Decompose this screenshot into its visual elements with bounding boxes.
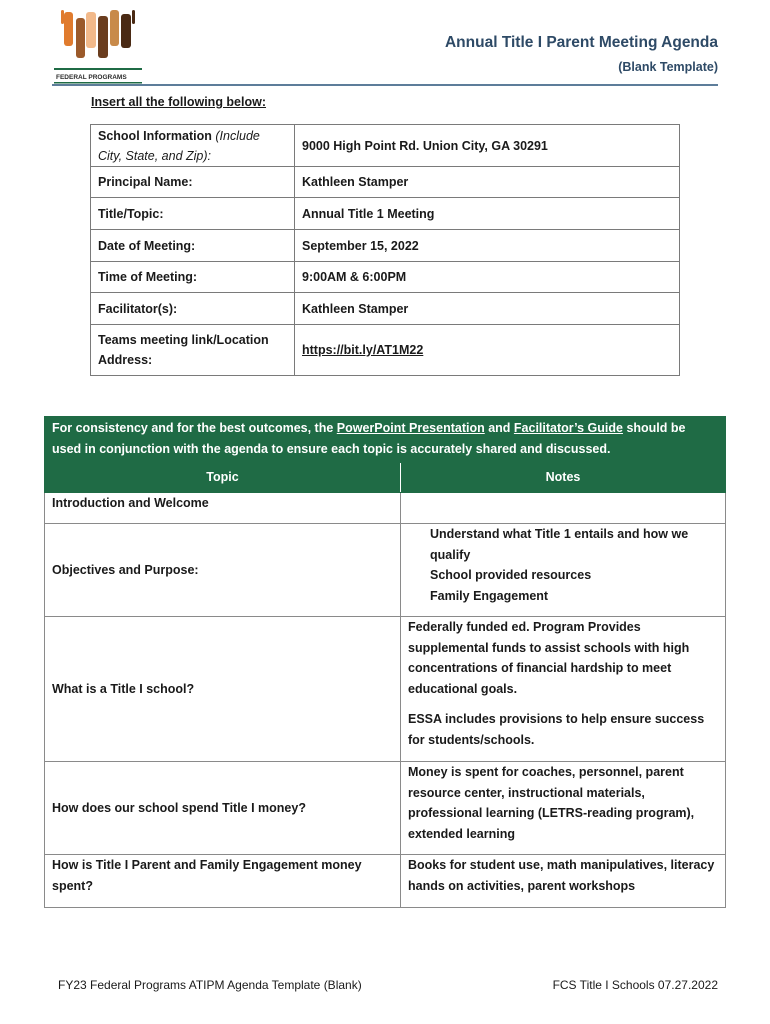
notes-cell — [401, 493, 726, 524]
page-title: Annual Title I Parent Meeting Agenda — [444, 34, 718, 51]
list-item: Understand what Title 1 entails and how we qualify — [430, 527, 689, 562]
column-header-notes: Notes — [401, 463, 726, 493]
principal-label: Principal Name: — [91, 167, 295, 198]
school-info-table — [90, 124, 680, 376]
time-label: Time of Meeting: — [91, 262, 295, 293]
principal-value: Kathleen Stamper — [295, 167, 680, 198]
topic-cell: How is Title I Parent and Family Engagement money spent? — [45, 855, 401, 908]
notes-cell — [401, 762, 726, 855]
table-row — [45, 617, 726, 762]
column-header-topic: Topic — [45, 463, 401, 493]
notes-cell — [401, 524, 726, 617]
school-label: School Information (Include City, State, and Zip): — [91, 125, 295, 167]
time-value: 9:00AM & 6:00PM — [295, 262, 680, 293]
instruction-text: Insert all the following below: — [91, 95, 267, 109]
list-item: Family Engagement — [430, 588, 549, 603]
agenda-banner: For consistency and for the best outcomes, the PowerPoint Presentation and Facilitator’s Guide should be used in conjunction with the agenda to ensure each topic is accurately shared and discussed. — [45, 417, 726, 463]
notes-cell — [401, 855, 726, 908]
footer-template-name: FY23 Federal Programs ATIPM Agenda Template (Blank) — [58, 978, 362, 992]
footer-date: FCS Title I Schools 07.27.2022 — [552, 978, 718, 992]
notes-paragraph: Money is spent for coaches, personnel, parent resource center, instructional materials, professional learning (LETRS-reading program), extended learning — [408, 765, 695, 841]
federal-programs-logo — [50, 6, 146, 86]
topic-cell: How does our school spend Title I money? — [45, 762, 401, 855]
link-cell — [295, 325, 680, 376]
header-divider — [52, 84, 718, 86]
raised-hands-icon — [61, 10, 135, 58]
agenda-table — [44, 416, 726, 908]
date-label: Date of Meeting: — [91, 230, 295, 262]
page-subtitle: (Blank Template) — [618, 60, 718, 74]
topic-cell: What is a Title I school? — [45, 617, 401, 762]
table-row — [45, 524, 726, 617]
facilitator-guide-link[interactable]: Facilitator’s Guide — [513, 421, 623, 435]
notes-cell — [401, 617, 726, 762]
notes-paragraph: Federally funded ed. Program Provides supplemental funds to assist schools with high concentrations of financial hardship to meet educational goals. — [408, 620, 690, 696]
topic-cell: Introduction and Welcome — [45, 493, 401, 524]
teams-meeting-link[interactable]: https://bit.ly/AT1M22 — [302, 343, 424, 357]
table-row — [45, 762, 726, 855]
table-row — [45, 493, 726, 524]
table-row — [45, 855, 726, 908]
notes-paragraph: Books for student use, math manipulatives, literacy hands on activities, parent workshops — [408, 858, 715, 893]
school-hint: (Include City, State, and Zip): — [98, 128, 260, 163]
topic-label: Title/Topic: — [91, 198, 295, 230]
logo-text: FEDERAL PROGRAMS — [56, 74, 127, 81]
date-value: September 15, 2022 — [295, 230, 680, 262]
link-label: Teams meeting link/Location Address: — [91, 325, 295, 376]
powerpoint-link[interactable]: PowerPoint Presentation — [336, 421, 485, 435]
list-item: School provided resources — [430, 568, 592, 582]
topic-cell: Objectives and Purpose: — [45, 524, 401, 617]
school-value: 9000 High Point Rd. Union City, GA 30291 — [295, 125, 680, 167]
topic-value: Annual Title 1 Meeting — [295, 198, 680, 230]
notes-paragraph: ESSA includes provisions to help ensure success for students/schools. — [408, 712, 705, 747]
title-block — [445, 34, 718, 74]
facilitator-label: Facilitator(s): — [91, 293, 295, 325]
objectives-list — [408, 524, 718, 606]
facilitator-value: Kathleen Stamper — [295, 293, 680, 325]
